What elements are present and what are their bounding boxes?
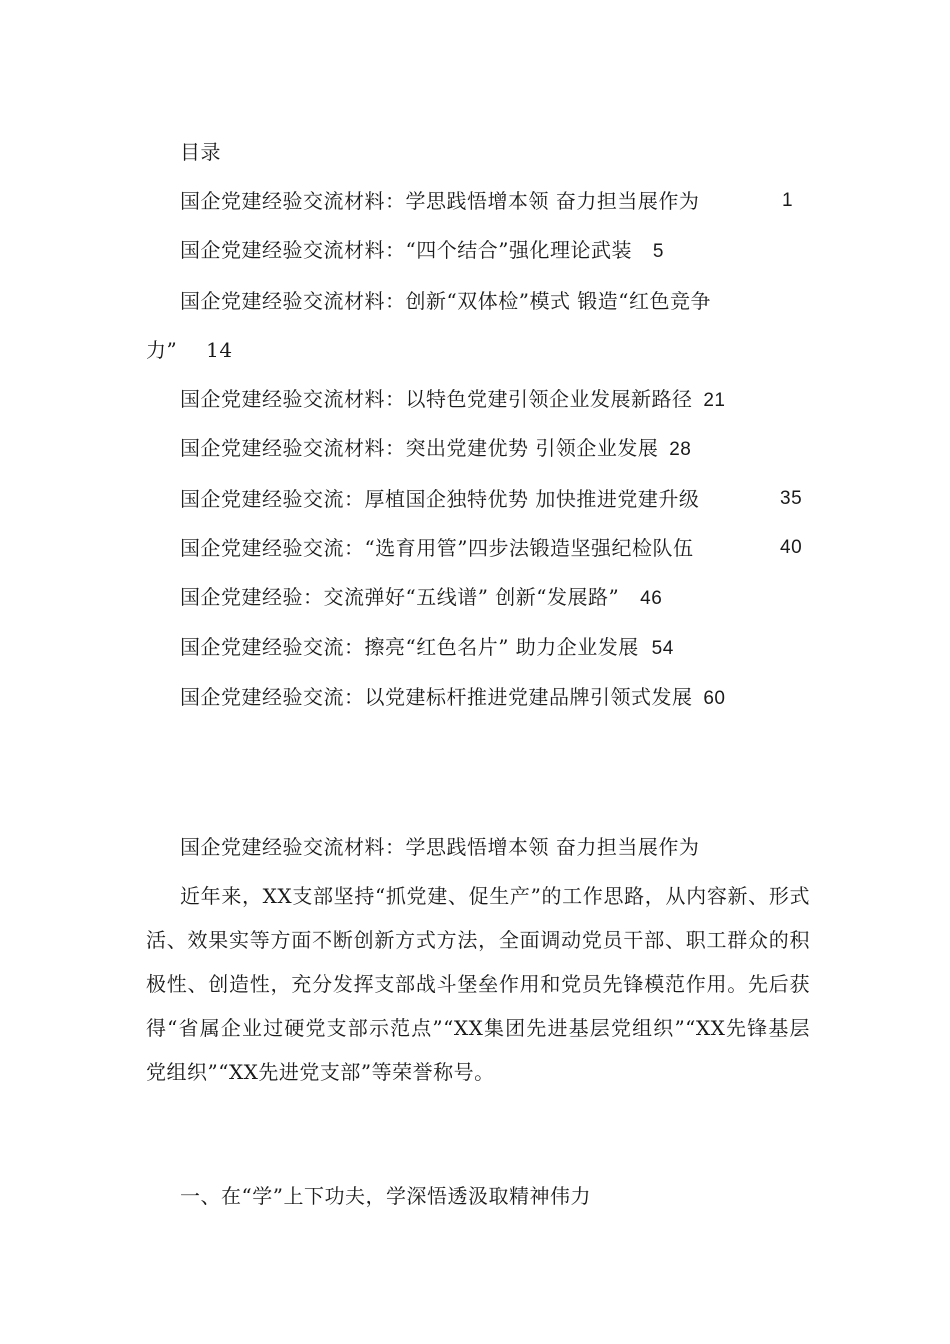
toc-entry[interactable] [180,535,803,561]
toc-page-number: 60 [703,688,726,709]
toc-entry[interactable] [180,435,691,463]
toc-entry-text: 国企党建经验交流材料：学思践悟增本领 奋力担当展作为 [180,189,700,213]
toc-title: 目录 [180,140,221,164]
toc-entry-text: 国企党建经验交流材料：突出党建优势 引领企业发展 [180,436,659,460]
toc-page-number: 35 [780,488,803,509]
toc-entry-text: 国企党建经验：交流弹好“五线谱” 创新“发展路” [180,585,620,609]
toc-page-number: 40 [780,537,803,558]
toc-page-number: 28 [669,439,692,460]
toc-entry[interactable] [180,684,726,712]
toc-entry-text: 国企党建经验交流材料：以特色党建引领企业发展新路径 [180,387,693,411]
toc-entry-text: 国企党建经验交流：以党建标杆推进党建品牌引领式发展 [180,685,693,709]
toc-page-number: 46 [640,588,663,609]
toc-entry[interactable] [180,237,664,265]
toc-entry[interactable] [180,386,726,414]
toc-entry-text: 国企党建经验交流：厚植国企独特优势 加快推进党建升级 [180,487,700,511]
toc-page-number: 21 [703,390,726,411]
toc-entry-text: 国企党建经验交流：“选育用管”四步法锻造坚强纪检队伍 [180,536,694,560]
toc-page-number: 14 [206,338,233,362]
toc-entry[interactable] [180,188,794,214]
toc-entry[interactable] [180,634,674,662]
toc-entry-text: 力” [146,338,178,362]
toc-entry-continuation[interactable] [146,337,233,363]
toc-entry[interactable] [180,584,662,612]
toc-page-number: 1 [782,190,794,211]
toc-page-number: 54 [651,638,674,659]
body-paragraph: 近年来，XX支部坚持“抓党建、促生产”的工作思路，从内容新、形式活、效果实等方面不断创新方式方法，全面调动党员干部、职工群众的积极性、创造性，充分发挥支部战斗堡垒作用和党员先锋模范作用。先后获得“省属企业过硬党支部示范点”“XX集团先进基层党组织”“XX先锋基层党组织”“XX先进党支部”等荣誉称号。 [146,884,810,1084]
toc-page-number: 5 [652,241,664,262]
section-heading: 一、在“学”上下功夫，学深悟透汲取精神伟力 [180,1184,591,1208]
toc-entry-text: 国企党建经验交流材料：“四个结合”强化理论武装 [180,238,632,262]
article-title: 国企党建经验交流材料：学思践悟增本领 奋力担当展作为 [180,835,700,859]
toc-entry[interactable] [180,486,803,512]
toc-entry-text: 国企党建经验交流：擦亮“红色名片” 助力企业发展 [180,635,639,659]
toc-entry-text: 国企党建经验交流材料：创新“双体检”模式 锻造“红色竞争 [180,289,712,313]
toc-entry[interactable] [180,288,711,314]
